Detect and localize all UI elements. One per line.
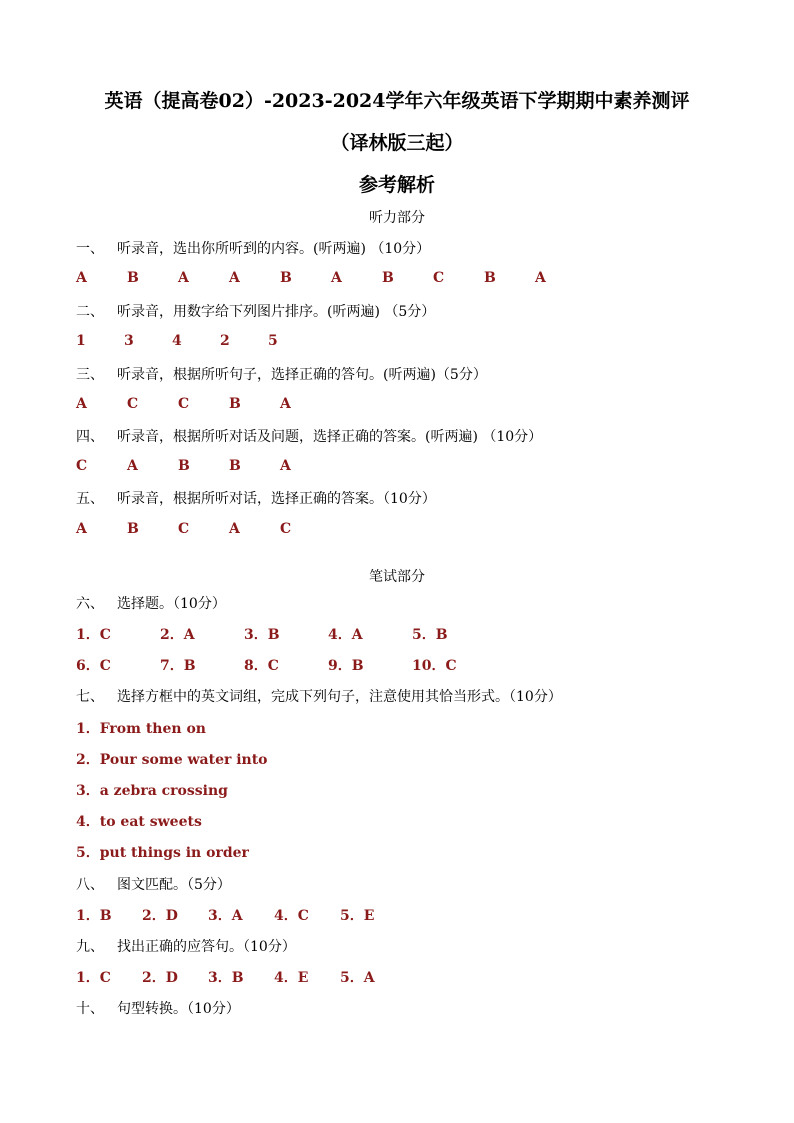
section-number: 五、 <box>76 491 104 507</box>
section-instruction: 听录音，用数字给下列图片排序。(听两遍) （5分） <box>117 304 436 320</box>
answer: A <box>127 458 138 474</box>
section-1-question <box>76 238 430 258</box>
section-6-question <box>76 593 226 613</box>
answer: B <box>229 396 241 412</box>
section-5-question <box>76 488 436 508</box>
page-subtitle: （译林版三起） <box>330 132 464 154</box>
answer: B <box>229 458 241 474</box>
answer: 5．E <box>340 908 375 924</box>
answer: A <box>76 396 87 412</box>
answer: C <box>178 396 190 412</box>
section-instruction: 选择题。（10分） <box>117 596 226 612</box>
answer: 5 <box>268 333 278 349</box>
answer: B <box>280 270 292 286</box>
page-title: 英语（提高卷02）-2023-2024学年六年级英语下学期期中素养测评 <box>104 90 690 112</box>
section-7-answer-3: 3．a zebra crossing <box>76 783 228 799</box>
section-number: 四、 <box>76 429 104 445</box>
answer: C <box>433 270 445 286</box>
section-7-answer-2: 2．Pour some water into <box>76 752 268 768</box>
answer: 8．C <box>244 658 279 674</box>
section-number: 三、 <box>76 367 104 383</box>
section-9-question <box>76 936 296 956</box>
section-3-question <box>76 364 487 384</box>
answer: 5．A <box>340 970 375 986</box>
answer: A <box>280 458 291 474</box>
section-number: 七、 <box>76 689 104 705</box>
section-instruction: 选择方框中的英文词组，完成下列句子，注意使用其恰当形式。（10分） <box>117 689 562 705</box>
answer: 6．C <box>76 658 111 674</box>
answer: 9．B <box>328 658 364 674</box>
section-4-question <box>76 426 542 446</box>
answer: 3 <box>124 333 134 349</box>
answer: 2 <box>220 333 230 349</box>
answer: 4．A <box>328 627 363 643</box>
answer: 5．B <box>412 627 448 643</box>
section-8-question <box>76 874 231 894</box>
answer: A <box>280 396 291 412</box>
answer: 2．A <box>160 627 195 643</box>
answer: A <box>535 270 546 286</box>
writing-heading: 笔试部分 <box>369 569 425 585</box>
answer: 1．B <box>76 908 112 924</box>
answer: C <box>76 458 88 474</box>
answer: B <box>127 270 139 286</box>
answer: 10．C <box>412 658 457 674</box>
answer: B <box>382 270 394 286</box>
section-number: 八、 <box>76 877 104 893</box>
answer: 1．C <box>76 627 111 643</box>
section-instruction: 图文匹配。（5分） <box>117 877 231 893</box>
section-10-question <box>76 998 240 1018</box>
answer: C <box>280 521 292 537</box>
answer: A <box>331 270 342 286</box>
answer: 1 <box>76 333 86 349</box>
section-7-question <box>76 686 562 706</box>
listening-heading: 听力部分 <box>369 210 425 226</box>
section-number: 九、 <box>76 939 104 955</box>
section-number: 二、 <box>76 304 104 320</box>
section-7-answer-4: 4．to eat sweets <box>76 814 202 830</box>
answer: B <box>484 270 496 286</box>
answer: A <box>76 521 87 537</box>
section-number: 十、 <box>76 1001 104 1017</box>
answer: B <box>178 458 190 474</box>
answer: 4．E <box>274 970 309 986</box>
section-7-answer-5: 5．put things in order <box>76 845 249 861</box>
answer: C <box>127 396 139 412</box>
answer: A <box>229 521 240 537</box>
section-instruction: 句型转换。（10分） <box>117 1001 240 1017</box>
section-number: 一、 <box>76 241 104 257</box>
answer: 7．B <box>160 658 196 674</box>
section-instruction: 听录音，根据所听对话，选择正确的答案。（10分） <box>117 491 436 507</box>
answer: 3．B <box>208 970 244 986</box>
section-instruction: 找出正确的应答句。（10分） <box>117 939 296 955</box>
answer: C <box>178 521 190 537</box>
section-7-answer-1: 1．From then on <box>76 721 206 737</box>
answer: 4．C <box>274 908 309 924</box>
answer: 3．A <box>208 908 243 924</box>
answer: A <box>229 270 240 286</box>
section-number: 六、 <box>76 596 104 612</box>
section-instruction: 听录音，根据所听对话及问题，选择正确的答案。(听两遍) （10分） <box>117 429 543 445</box>
answer: 4 <box>172 333 182 349</box>
section-instruction: 听录音，根据所听句子，选择正确的答句。(听两遍)（5分） <box>117 367 487 383</box>
section-instruction: 听录音，选出你所听到的内容。(听两遍) （10分） <box>117 241 431 257</box>
answer: 2．D <box>142 908 178 924</box>
answer: 2．D <box>142 970 178 986</box>
answer: 1．C <box>76 970 111 986</box>
answer: A <box>178 270 189 286</box>
answer: 3．B <box>244 627 280 643</box>
answer: A <box>76 270 87 286</box>
answer: B <box>127 521 139 537</box>
section-2-question <box>76 301 435 321</box>
page-heading: 参考解析 <box>358 174 435 196</box>
